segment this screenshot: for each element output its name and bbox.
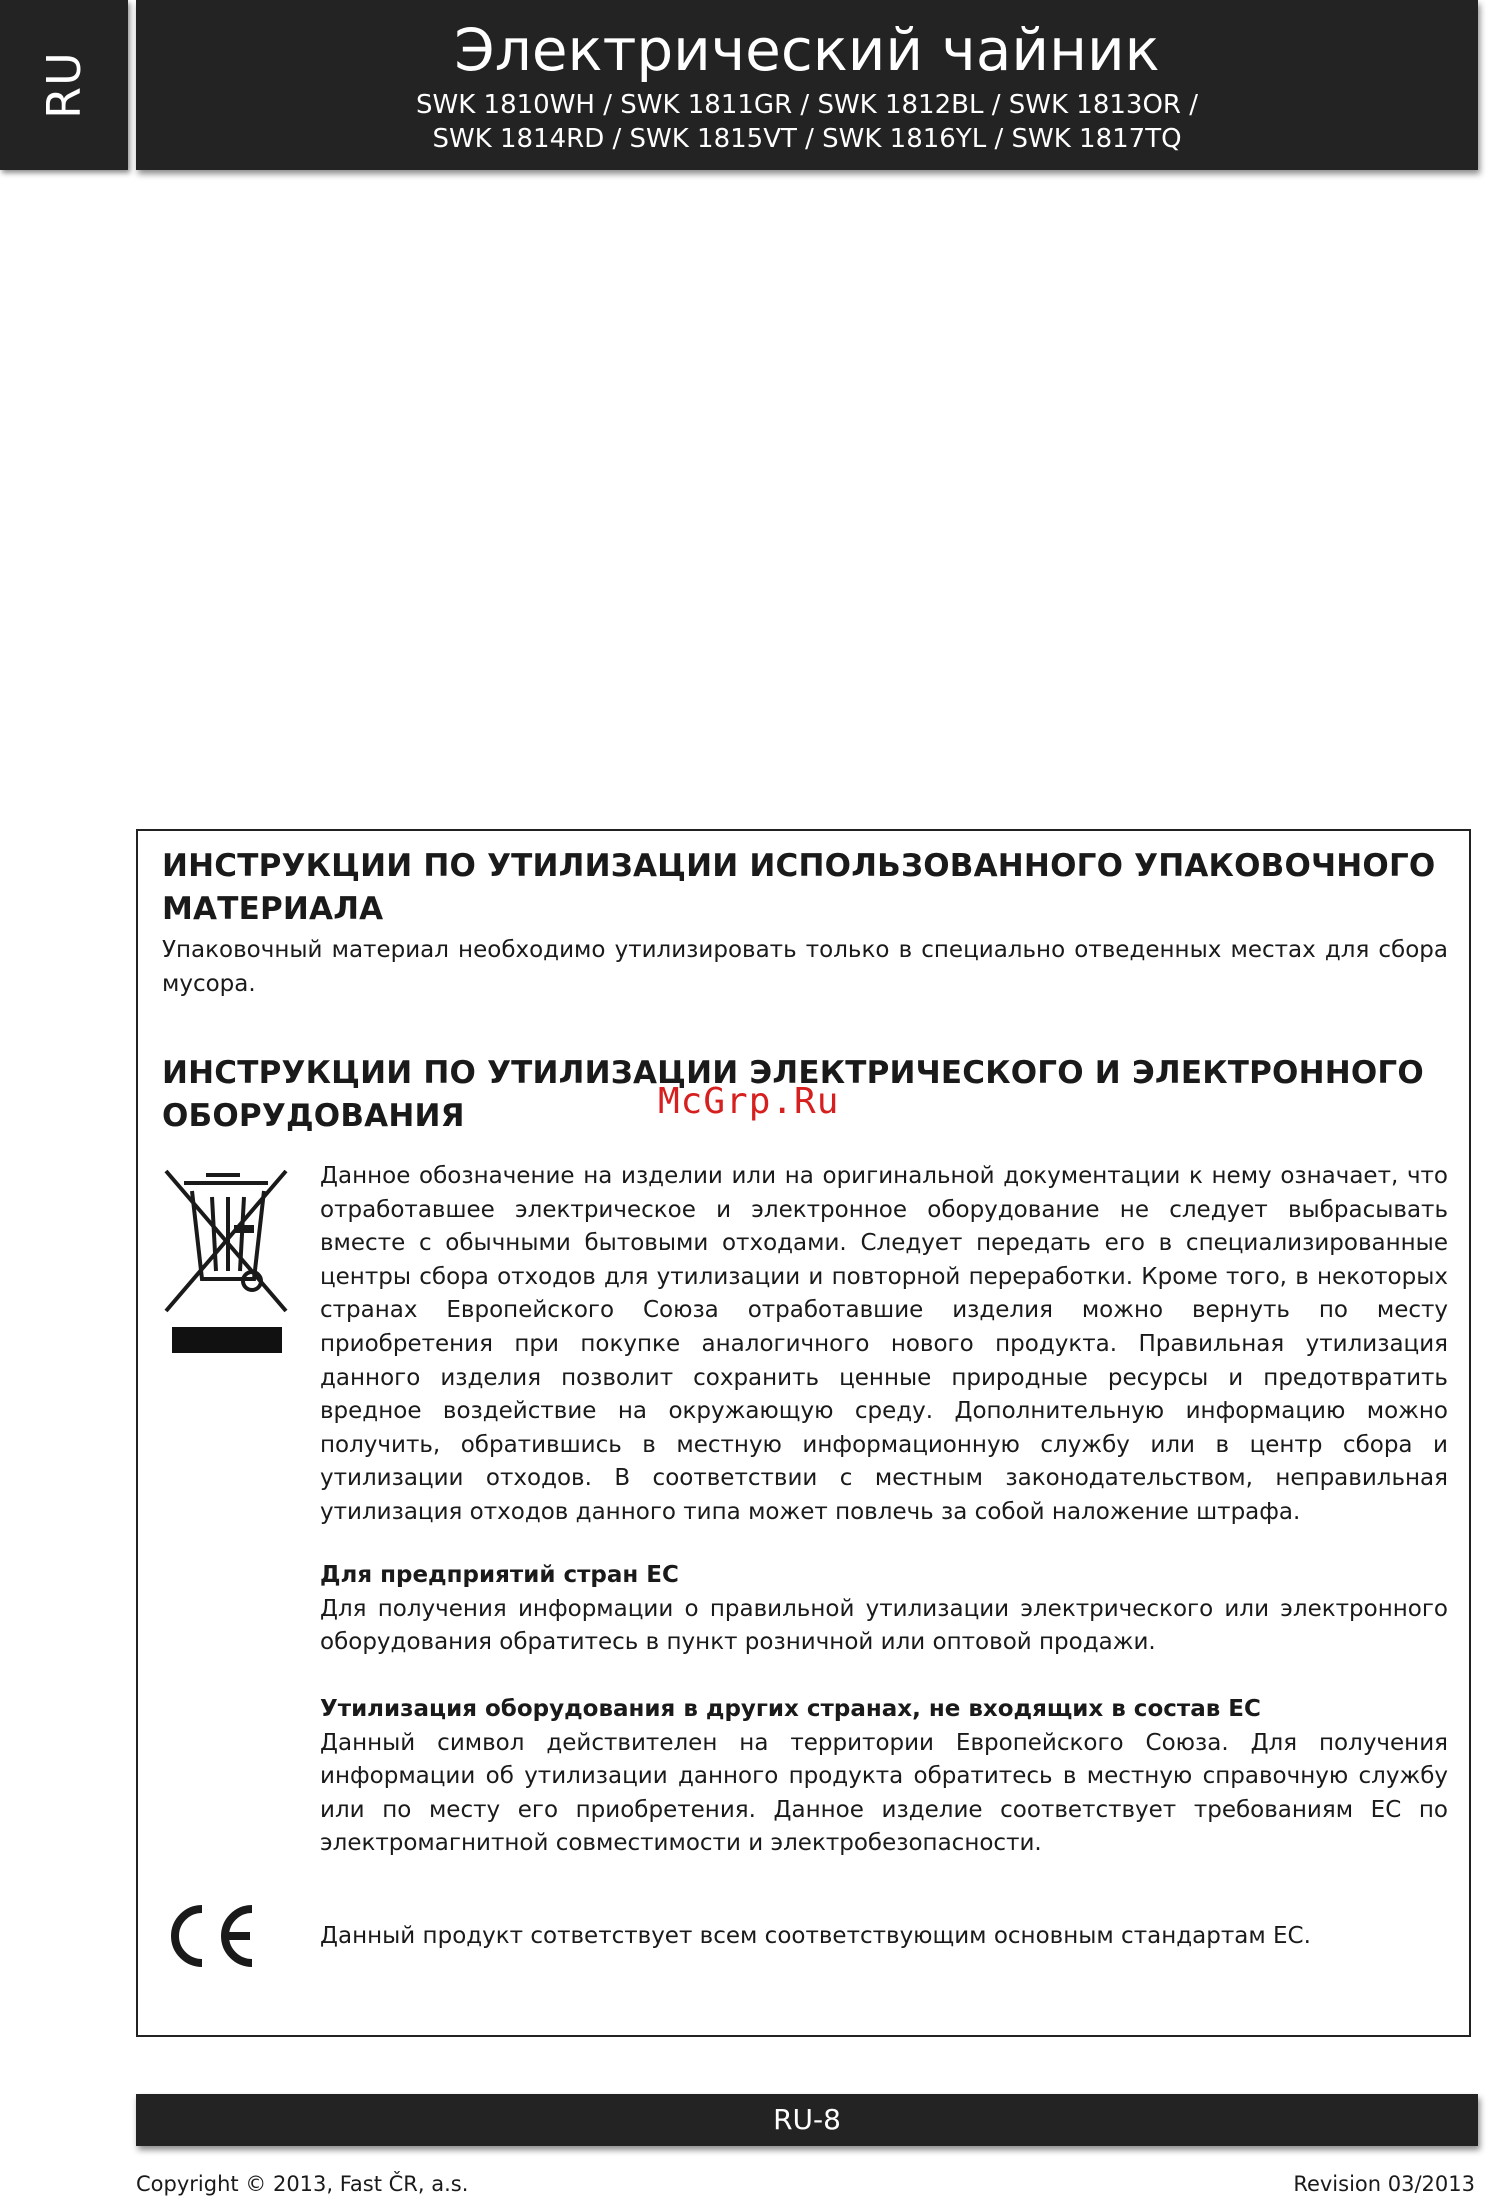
packaging-text: Упаковочный материал необходимо утилизировать только в специально отведенных местах для сбора мусора. <box>162 937 1448 997</box>
equipment-text: Данное обозначение на изделии или на оригинальной документации к нему означает, что отработавшее электрическое и электронное оборудование не следует выбрасывать вместе с обычными бытовыми отходами. Следует передать его в специализированные центры сбора отходов для утилизации и повторной переработки. Кроме того, в некоторых странах Европейского Союза отработавшие изделия можно вернуть по месту приобретения при покупке аналогичного нового продукта. Правильная утилизация данного изделия позволит сохранить ценные природные ресурсы и предотвратить вредное воздействие на окружающую среду. Дополнительную информацию можно получить, обратившись в местную информационную службу или в центр сбора и утилизации отходов. В соответствии с местным законодательством, неправильная утилизация отходов данного типа может повлечь за собой наложение штрафа. <box>320 1163 1448 1525</box>
page-title: Электрический чайник <box>454 16 1160 84</box>
language-tab <box>0 0 128 170</box>
non-eu-block <box>320 1693 1448 1861</box>
copyright: Copyright © 2013, Fast ČR, a.s. <box>136 2172 469 2196</box>
page-number-bar <box>136 2094 1478 2146</box>
weee-black-bar <box>172 1327 282 1353</box>
non-eu-text: Данный символ действителен на территории Европейского Союза. Для получения информации об утилизации данного продукта обратитесь в местную справочную службу или по месту его приобретения. Данное изделие соответствует требованиям ЕС по электромагнитной совместимости и электробезопасности. <box>320 1729 1448 1857</box>
ce-text: Данный продукт сответствует всем соответствующим основным стандартам ЕС. <box>320 1923 1311 1949</box>
model-line-1: SWK 1810WH / SWK 1811GR / SWK 1812BL / SWK 1813OR / <box>416 90 1198 120</box>
ce-mark-icon <box>162 1901 258 1971</box>
disposal-instructions-box <box>136 829 1471 2037</box>
eu-business-heading: Для предприятий стран ЕС <box>320 1562 679 1588</box>
eu-business-text: Для получения информации о правильной утилизации электрического или электронного оборудования обратитесь в пункт розничной или оптовой продажи. <box>320 1595 1448 1656</box>
page-header <box>136 0 1478 170</box>
eu-business-block <box>320 1559 1448 1660</box>
model-list <box>136 88 1478 156</box>
weee-crossed-bin-icon <box>158 1161 298 1321</box>
packaging-title: ИНСТРУКЦИИ ПО УТИЛИЗАЦИИ ИСПОЛЬЗОВАННОГО УПАКОВОЧНОГО МАТЕРИАЛА <box>162 848 1436 927</box>
model-line-2: SWK 1814RD / SWK 1815VT / SWK 1816YL / SWK 1817TQ <box>432 124 1182 154</box>
non-eu-heading: Утилизация оборудования в других странах, не входящих в состав ЕС <box>320 1696 1261 1722</box>
page-number: RU-8 <box>773 2103 841 2136</box>
equipment-title: ИНСТРУКЦИИ ПО УТИЛИЗАЦИИ ЭЛЕКТРИЧЕСКОГО И ЭЛЕКТРОННОГО ОБОРУДОВАНИЯ <box>162 1055 1424 1134</box>
revision: Revision 03/2013 <box>1293 2172 1475 2196</box>
watermark: McGrp.Ru <box>658 1081 840 1122</box>
language-label: RU <box>37 51 91 119</box>
